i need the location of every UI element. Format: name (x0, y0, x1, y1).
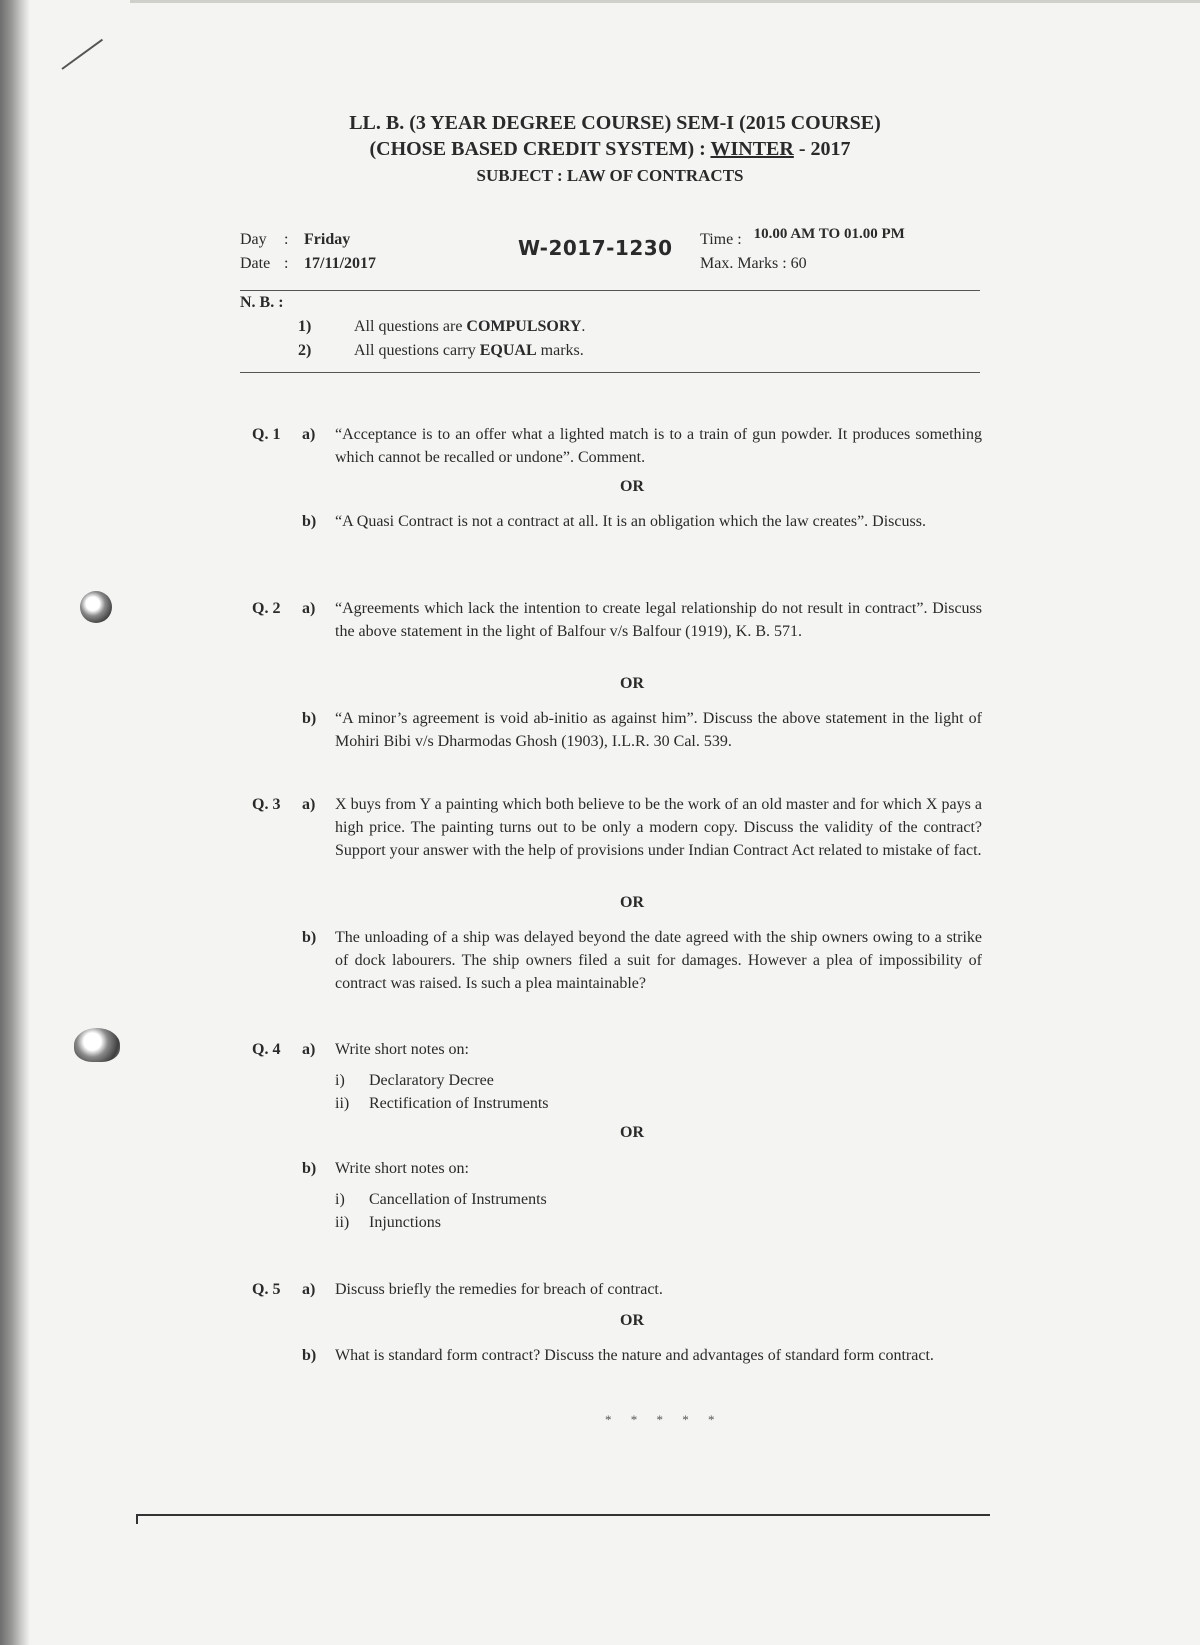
top-edge-line (130, 0, 1200, 3)
question-4a (252, 1038, 982, 1115)
day-label: Day (240, 231, 267, 248)
part-label: a) (302, 1281, 316, 1298)
question-5b (252, 1344, 982, 1367)
question-number: Q. 5 (252, 1281, 281, 1298)
day-date-block: Day : Friday Date : 17/11/2017 (240, 228, 376, 276)
question-number: Q. 1 (252, 426, 281, 443)
question-text: Discuss briefly the remedies for breach of contract. (335, 1281, 663, 1298)
part-label: b) (302, 710, 317, 727)
part-label: a) (302, 426, 316, 443)
question-1a (252, 423, 982, 469)
date-label: Date (240, 255, 271, 272)
session-name: WINTER (710, 138, 794, 160)
notes-heading: N. B. : (240, 294, 284, 311)
time-value: 10.00 AM TO 01.00 PM (753, 226, 905, 242)
part-label: b) (302, 1347, 317, 1364)
sub-item: i) Declaratory Decree (335, 1072, 494, 1089)
note-item: 1) All questions are COMPULSORY. (298, 318, 586, 335)
question-2a (252, 597, 982, 643)
sub-item: i) Cancellation of Instruments (335, 1191, 547, 1208)
bottom-rule-tick (136, 1514, 138, 1524)
day-value: Friday (304, 231, 351, 248)
question-number: Q. 4 (252, 1041, 281, 1058)
question-number: Q. 3 (252, 796, 281, 813)
question-2b (252, 707, 982, 753)
time-marks-block (700, 228, 905, 276)
question-4b (252, 1157, 982, 1234)
exam-meta (240, 228, 980, 278)
question-number: Q. 2 (252, 600, 281, 617)
sub-item: ii) Injunctions (335, 1214, 441, 1231)
or-separator: OR (620, 478, 644, 495)
question-text: What is standard form contract? Discuss the nature and advantages of standard form contract. (335, 1347, 934, 1364)
end-marker: * * * * * (605, 1412, 723, 1427)
course-title: LL. B. (3 YEAR DEGREE COURSE) SEM-I (2015 COURSE) (349, 112, 881, 134)
question-text: Write short notes on: (335, 1041, 469, 1058)
question-1b (252, 510, 982, 533)
or-separator: OR (620, 675, 644, 692)
question-text: “Agreements which lack the intention to create legal relationship do not result in contract”. Discuss the above statement in the light of Balfour v/s Balfour (1919), K. B. 571. (335, 600, 982, 640)
or-separator: OR (620, 894, 644, 911)
paper-code: W-2017-1230 (518, 236, 673, 260)
question-3b (252, 926, 982, 995)
punch-hole-bottom (74, 1028, 120, 1062)
bottom-rule (136, 1514, 990, 1516)
subject-line: SUBJECT : LAW OF CONTRACTS (476, 166, 744, 185)
date-value: 17/11/2017 (304, 255, 377, 272)
notes-list (298, 315, 585, 363)
question-text: The unloading of a ship was delayed beyond the date agreed with the ship owners owing to a strike of dock labourers. The ship owners filed a suit for damages. However a plea of impossibility of contract was raised. Is such a plea maintainable? (335, 929, 982, 992)
time-label: Time : (700, 231, 742, 248)
scan-edge (0, 0, 30, 1645)
divider (240, 372, 980, 373)
part-label: a) (302, 796, 316, 813)
or-separator: OR (620, 1124, 644, 1141)
punch-hole-top (80, 591, 112, 623)
part-label: b) (302, 929, 317, 946)
exam-header (0, 112, 1200, 186)
divider (240, 290, 980, 291)
sub-item: ii) Rectification of Instruments (335, 1095, 549, 1112)
max-marks: Max. Marks : 60 (700, 255, 807, 272)
question-text: “A Quasi Contract is not a contract at all. It is an obligation which the law creates”. Discuss. (335, 513, 926, 530)
pen-mark (61, 39, 103, 70)
question-3a (252, 793, 982, 862)
question-text: “A minor’s agreement is void ab-initio as against him”. Discuss the above statement in the light of Mohiri Bibi v/s Dharmodas Ghosh (1903), I.L.R. 30 Cal. 539. (335, 710, 982, 750)
note-item: 2) All questions carry EQUAL marks. (298, 342, 584, 359)
question-text: “Acceptance is to an offer what a lighted match is to a train of gun powder. It produces something which cannot be recalled or undone”. Comment. (335, 426, 982, 466)
part-label: b) (302, 513, 317, 530)
part-label: a) (302, 600, 316, 617)
or-separator: OR (620, 1312, 644, 1329)
question-text: X buys from Y a painting which both believe to be the work of an old master and for which X pays a high price. The painting turns out to be only a modern copy. Discuss the validity of the contract? Support your answer with the help of provisions under Indian Contract Act related to mistake of fact. (335, 796, 982, 859)
question-text: Write short notes on: (335, 1160, 469, 1177)
question-5a (252, 1278, 982, 1301)
part-label: b) (302, 1160, 317, 1177)
credit-system-line: (CHOSE BASED CREDIT SYSTEM) : WINTER - 2017 (369, 138, 851, 160)
part-label: a) (302, 1041, 316, 1058)
